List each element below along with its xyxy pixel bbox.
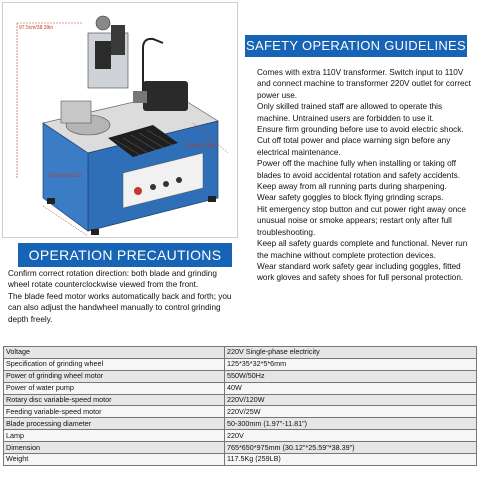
safety-paragraph: Wear safety goggles to block flying grinding scraps. bbox=[257, 193, 444, 203]
spec-value: 220V/120W bbox=[225, 394, 477, 406]
spec-key: Lamp bbox=[4, 430, 225, 442]
spec-key: Power of water pump bbox=[4, 382, 225, 394]
table-row bbox=[4, 394, 477, 406]
table-row bbox=[4, 347, 477, 359]
safety-paragraph: Comes with extra 110V transformer. Switch input to 110V and connect machine to transformer 220V outlet for correct power use. bbox=[257, 68, 471, 100]
safety-title: SAFETY OPERATION GUIDELINES bbox=[245, 35, 467, 57]
grinding-machine-illustration bbox=[3, 3, 238, 238]
table-row bbox=[4, 454, 477, 466]
spec-key: Power of grinding wheel motor bbox=[4, 370, 225, 382]
table-row bbox=[4, 418, 477, 430]
spec-key: Specification of grinding wheel bbox=[4, 358, 225, 370]
width-dimension-label: 76.5cm/30.12in bbox=[48, 173, 83, 179]
precautions-text bbox=[8, 268, 238, 325]
spec-value: 550W/50Hz bbox=[225, 370, 477, 382]
safety-paragraph: Power off the machine fully when installing or taking off blades to avoid accidental rotation and safety accidents. bbox=[257, 159, 460, 180]
spec-value: 117.5Kg (259LB) bbox=[225, 454, 477, 466]
table-row bbox=[4, 382, 477, 394]
safety-paragraph: Keep all safety guards complete and functional. Never run the machine without complete protection devices. bbox=[257, 239, 468, 260]
spec-value: 50-300mm (1.97"-11.81") bbox=[225, 418, 477, 430]
table-row bbox=[4, 358, 477, 370]
safety-guidelines-text bbox=[257, 67, 472, 284]
table-row bbox=[4, 430, 477, 442]
safety-paragraph: Hit emergency stop button and cut power right away once unusual noise or smoke appears; restart only after full troubleshooting. bbox=[257, 204, 466, 237]
safety-paragraph: Wear standard work safety gear including goggles, fitted work gloves and safety shoes for full personal protection. bbox=[257, 261, 464, 283]
height-dimension-label: 97.5cm/38.39in bbox=[19, 25, 54, 31]
precautions-title: OPERATION PRECAUTIONS bbox=[18, 243, 232, 267]
safety-paragraph: Only skilled trained staff are allowed to operate this machine. Untrained users are forbidden to use it. bbox=[257, 102, 443, 123]
spec-key: Feeding variable-speed motor bbox=[4, 406, 225, 418]
safety-paragraph: Ensure firm grounding before use to avoid electric shock. Cut off total power and place warning sign before any electrical maintenance. bbox=[257, 125, 464, 157]
spec-key: Voltage bbox=[4, 347, 225, 359]
spec-value: 220V Single-phase electricity bbox=[225, 347, 477, 359]
spec-value: 220V bbox=[225, 430, 477, 442]
precaution-paragraph: The blade feed motor works automatically back and forth; you can also adjust the handwheel manually to control grinding depth freely. bbox=[8, 291, 232, 324]
table-row bbox=[4, 406, 477, 418]
spec-key: Dimension bbox=[4, 442, 225, 454]
spec-value: 220V/25W bbox=[225, 406, 477, 418]
depth-dimension-label: 65cm/25.59in bbox=[186, 143, 217, 149]
spec-key: Rotary disc variable-speed motor bbox=[4, 394, 225, 406]
product-photo bbox=[2, 2, 238, 238]
safety-paragraph: Keep away from all running parts during sharpening. bbox=[257, 182, 447, 192]
spec-key: Weight bbox=[4, 454, 225, 466]
precaution-paragraph: Confirm correct rotation direction: both blade and grinding wheel rotate counterclockwise viewed from the front. bbox=[8, 269, 217, 290]
table-row bbox=[4, 442, 477, 454]
specification-table bbox=[3, 346, 477, 466]
table-row bbox=[4, 370, 477, 382]
spec-value: 765*650*975mm (30.12"*25.59"*38.39") bbox=[225, 442, 477, 454]
spec-value: 125*35*32*5*6mm bbox=[225, 358, 477, 370]
spec-key: Blade processing diameter bbox=[4, 418, 225, 430]
spec-value: 40W bbox=[225, 382, 477, 394]
